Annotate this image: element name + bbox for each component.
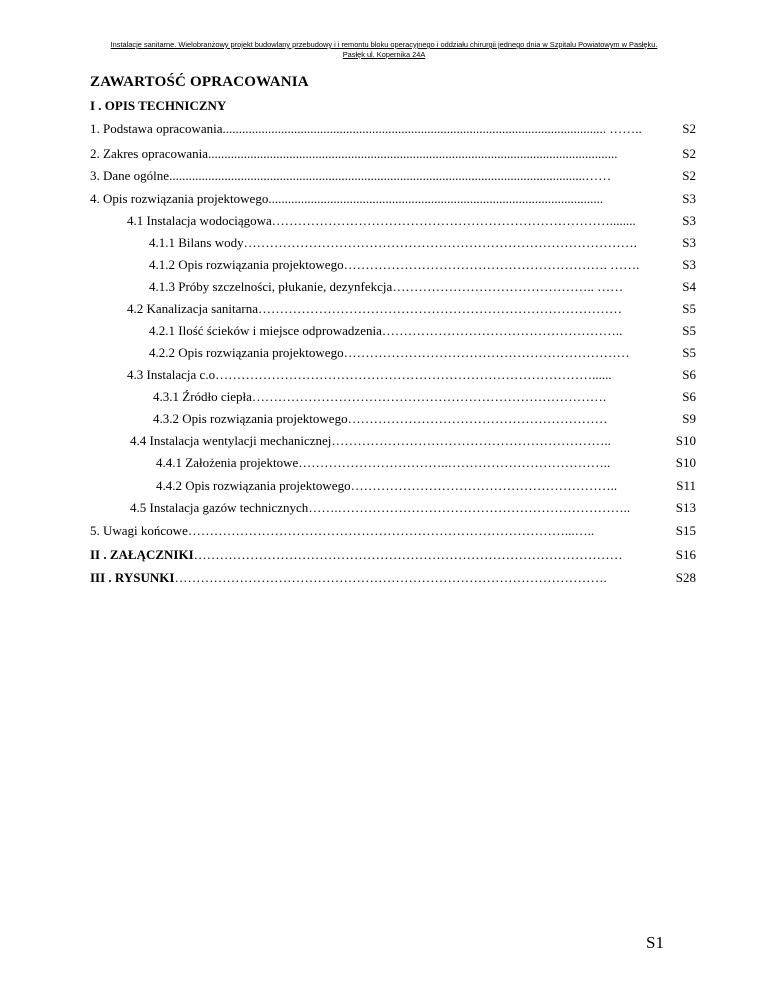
toc-entry-leader: ………………………………………………………………………………………. (174, 570, 607, 585)
section-heading-opis-techniczny: I . OPIS TECHNICZNY (90, 98, 227, 113)
toc-entry-text: 4.1.3 Próby szczelności, płukanie, dezynfekcja (149, 279, 393, 294)
toc-entry-page: S5 (682, 345, 696, 360)
toc-entry-text: 4. Opis rozwiązania projektowego (90, 191, 269, 206)
toc-section-rysunki[interactable] (90, 569, 696, 587)
toc-entry-text: 4.3 Instalacja c.o (127, 367, 216, 382)
toc-entry-leader: …………………………………………………… (347, 411, 608, 426)
toc-entry-4-1-2[interactable] (149, 256, 696, 274)
toc-entry-leader: ……………………………………………………………………………...... (215, 367, 612, 382)
page-title: ZAWARTOŚĆ OPRACOWANIA (90, 74, 309, 90)
toc-entry-4-1-3[interactable] (149, 278, 696, 296)
toc-entry-page: S3 (682, 213, 696, 228)
toc-entry-4-2-2[interactable] (149, 344, 696, 362)
toc-entry-leader: ……………………………………………………………………........ (271, 213, 636, 228)
toc-entry-page: S10 (675, 455, 696, 470)
toc-entry-leader: ……………………………..……………………………….. (298, 455, 611, 470)
header-line-2: Pasłęk ul. Kopernika 24A (342, 50, 426, 59)
toc-entry-page: S2 (682, 168, 696, 183)
toc-entry-leader: …….………………………………………………………….. (308, 500, 631, 515)
toc-entry-4-1[interactable] (127, 212, 696, 230)
toc-entry-4-1-1[interactable] (149, 234, 696, 252)
toc-entry-leader: ……………………………………………….. (381, 323, 623, 338)
toc-entry-leader: ...................................................................................................................... …….. (222, 121, 642, 136)
toc-entry-2[interactable] (90, 145, 696, 163)
toc-entry-5[interactable] (90, 522, 696, 540)
toc-entry-page: S2 (682, 121, 696, 136)
toc-entry-text: 4.3.1 Źródło ciepła (153, 389, 252, 404)
toc-entry-page: S10 (675, 433, 696, 448)
toc-entry-text: 4.1 Instalacja wodociągowa (127, 213, 272, 228)
toc-entry-text: 4.3.2 Opis rozwiązania projektowego (153, 411, 348, 426)
toc-entry-leader: ………………………………………………………… (343, 345, 630, 360)
toc-entry-leader: ………………………………………………………………………… (258, 301, 623, 316)
toc-entry-page: S11 (676, 478, 696, 493)
toc-entry-4-3-2[interactable] (153, 410, 696, 428)
toc-entry-text: 3. Dane ogólne (90, 168, 170, 183)
toc-entry-text: 4.2.2 Opis rozwiązania projektowego (149, 345, 344, 360)
toc-section-text: III . RYSUNKI (90, 570, 175, 585)
toc-entry-page: S13 (675, 500, 696, 515)
toc-entry-text: 4.1.1 Bilans wody (149, 235, 244, 250)
toc-entry-page: S6 (682, 367, 696, 382)
toc-entry-leader: ……………………………………………………………………………………… (193, 547, 623, 562)
toc-entry-leader: …………………………………………………….. (350, 478, 618, 493)
toc-section-text: II . ZAŁĄCZNIKI (90, 547, 194, 562)
toc-section-zalaczniki[interactable] (90, 546, 696, 564)
toc-entry-4-4-2[interactable] (156, 477, 696, 495)
toc-entry-page: S6 (682, 389, 696, 404)
toc-entry-leader: ……………………………………….. …… (392, 279, 624, 294)
toc-entry-4-3[interactable] (127, 366, 696, 384)
toc-entry-page: S16 (675, 547, 696, 562)
toc-entry-leader: ……………………………………………………. ……. (343, 257, 640, 272)
toc-entry-page: S4 (682, 279, 696, 294)
toc-entry-leader: ................................................................................................................................…… (169, 168, 612, 183)
toc-entry-leader: ………………………………………………………………………. (251, 389, 607, 404)
toc-entry-page: S3 (682, 235, 696, 250)
toc-entry-page: S15 (675, 523, 696, 538)
toc-entry-text: 4.4.2 Opis rozwiązania projektowego (156, 478, 351, 493)
toc-entry-page: S9 (682, 411, 696, 426)
toc-entry-text: 4.2 Kanalizacja sanitarna (127, 301, 259, 316)
toc-entry-page: S5 (682, 301, 696, 316)
toc-entry-text: 1. Podstawa opracowania (90, 121, 223, 136)
toc-entry-1[interactable] (90, 120, 696, 138)
toc-entry-page: S5 (682, 323, 696, 338)
toc-entry-page: S28 (675, 570, 696, 585)
toc-entry-text: 2. Zakres opracowania (90, 146, 209, 161)
header-line-1: Instalacje sanitarne. Wielobranżowy projekt budowlany przebudowy i i remontu bloku operacyjnego i oddziału chirurgii jednego dnia w Szpitalu Powiatowym w Pasłęku. (110, 40, 658, 49)
toc-entry-4[interactable] (90, 190, 696, 208)
toc-entry-leader: .............................................................................................................................. (208, 146, 618, 161)
toc-entry-text: 4.2.1 Ilość ścieków i miejsce odprowadzenia (149, 323, 382, 338)
toc-entry-4-2[interactable] (127, 300, 696, 318)
toc-entry-page: S3 (682, 191, 696, 206)
toc-entry-text: 4.1.2 Opis rozwiązania projektowego (149, 257, 344, 272)
toc-entry-text: 4.4.1 Założenia projektowe (156, 455, 299, 470)
toc-entry-leader: ……………………………………………………….. (331, 433, 611, 448)
toc-entry-page: S2 (682, 146, 696, 161)
toc-entry-4-3-1[interactable] (153, 388, 696, 406)
toc-entry-3[interactable] (90, 167, 696, 185)
toc-entry-4-4[interactable] (130, 432, 696, 450)
toc-entry-leader: ....................................................................................................... (268, 191, 604, 206)
toc-entry-text: 4.4 Instalacja wentylacji mechanicznej (130, 433, 332, 448)
page-number: S1 (646, 933, 664, 952)
toc-entry-4-2-1[interactable] (149, 322, 696, 340)
toc-entry-page: S3 (682, 257, 696, 272)
toc-entry-text: 5. Uwagi końcowe (90, 523, 188, 538)
toc-entry-leader: ………………………………………………………………………………. (243, 235, 637, 250)
toc-entry-text: 4.5 Instalacja gazów technicznych (130, 500, 309, 515)
toc-entry-4-5[interactable] (130, 499, 696, 517)
toc-entry-leader: ……………………………………………………………………………...….. (187, 523, 595, 538)
toc-entry-4-4-1[interactable] (156, 454, 696, 472)
document-header (60, 40, 708, 60)
